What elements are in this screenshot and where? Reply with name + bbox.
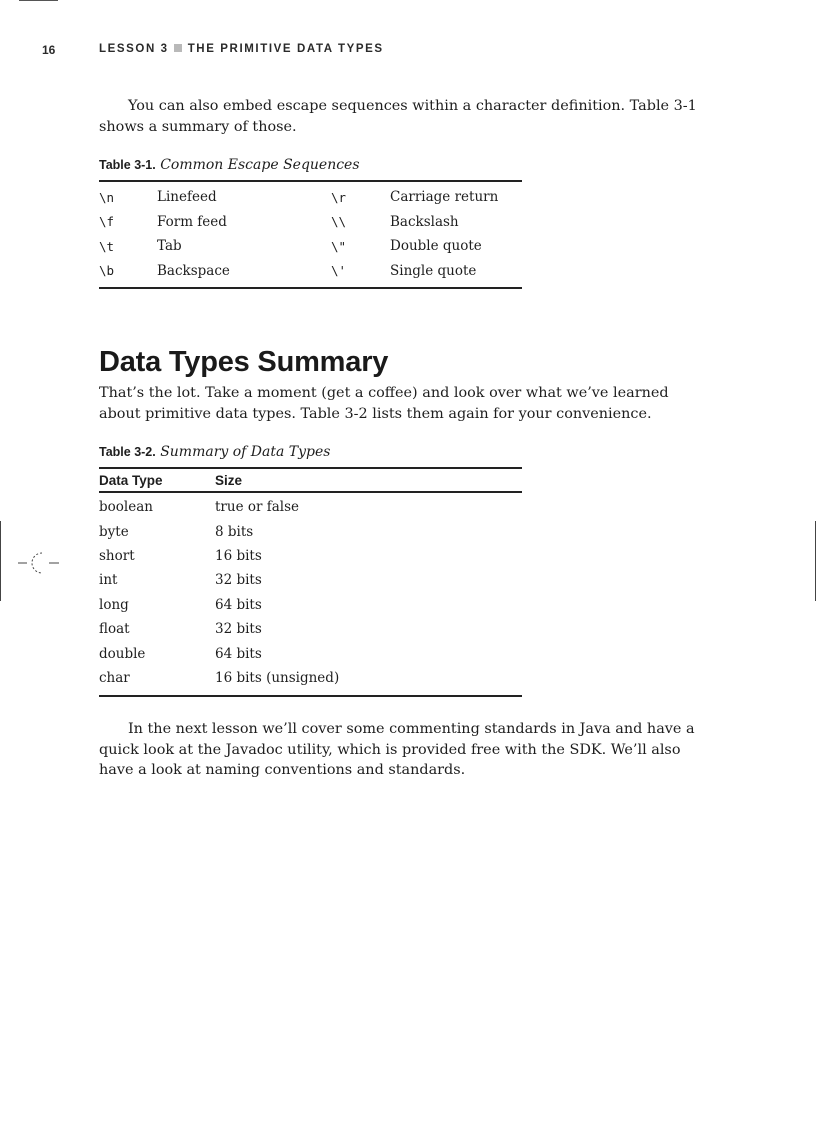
intro-paragraph: You can also embed escape sequences within a character definition. Table 3-1 shows a summary of those.: [99, 98, 697, 135]
escape-meaning: Form feed: [157, 213, 227, 230]
data-type-name: long: [99, 596, 129, 613]
data-type-name: int: [99, 572, 118, 589]
table-row: [99, 234, 522, 259]
column-header-data-type: Data Type: [99, 468, 215, 492]
escape-meaning: Double quote: [390, 238, 482, 255]
escape-meaning: Single quote: [390, 262, 477, 279]
data-type-name: char: [99, 669, 130, 686]
table-3-1-label: Table 3-1.: [99, 158, 156, 172]
data-type-size: 8 bits: [215, 523, 254, 540]
chapter-title: THE PRIMITIVE DATA TYPES: [187, 43, 384, 55]
data-type-name: boolean: [99, 499, 153, 516]
table-3-2-title: Summary of Data Types: [160, 444, 331, 460]
escape-meaning: Tab: [157, 238, 182, 255]
escape-code: \t: [99, 238, 115, 254]
escape-code: \\: [331, 214, 347, 230]
data-type-name: byte: [99, 523, 129, 540]
table-row: [99, 641, 522, 665]
escape-code: \': [331, 263, 347, 279]
trim-line-left: [0, 521, 1, 601]
escape-code: \": [331, 238, 347, 254]
separator-square-icon: [174, 44, 182, 52]
escape-code: \n: [99, 189, 115, 205]
escape-code: \b: [99, 263, 115, 279]
table-row: [99, 519, 522, 543]
registration-mark-icon: [18, 550, 60, 576]
table-row: [99, 259, 522, 289]
escape-sequences-table: [99, 180, 522, 289]
data-type-size: 32 bits: [215, 572, 262, 589]
data-type-size: 64 bits: [215, 596, 262, 613]
data-type-size: 16 bits: [215, 547, 262, 564]
data-type-name: float: [99, 621, 130, 638]
table-row: [99, 210, 522, 235]
data-types-table: [99, 467, 522, 697]
table-row: [99, 492, 522, 519]
summary-paragraph: That’s the lot. Take a moment (get a coffee) and look over what we’ve learned about primitive data types. Table 3-2 lists them again for your convenience.: [99, 385, 669, 422]
page-number: 16: [42, 43, 56, 57]
escape-meaning: Carriage return: [390, 189, 499, 206]
section-heading: Data Types Summary: [99, 346, 389, 378]
table-3-2-caption: [99, 443, 714, 461]
escape-meaning: Linefeed: [157, 189, 217, 206]
escape-code: \r: [331, 189, 347, 205]
data-type-size: true or false: [215, 499, 300, 516]
column-header-size: Size: [215, 468, 522, 492]
table-3-2-label: Table 3-2.: [99, 445, 156, 459]
crop-mark-top: [19, 0, 58, 1]
data-type-name: double: [99, 645, 146, 662]
escape-meaning: Backspace: [157, 262, 230, 279]
running-head: [42, 43, 742, 59]
table-3-1-title: Common Escape Sequences: [160, 157, 360, 173]
table-row: [99, 666, 522, 696]
table-row: [99, 181, 522, 210]
data-type-size: 32 bits: [215, 621, 262, 638]
table-row: [99, 544, 522, 568]
data-type-name: short: [99, 547, 135, 564]
closing-paragraph: In the next lesson we’ll cover some commenting standards in Java and have a quick look at the Javadoc utility, which is provided free with the SDK. We’ll also have a look at naming conventions and standards.: [99, 721, 695, 779]
data-type-size: 64 bits: [215, 645, 262, 662]
running-head-title: [99, 43, 384, 55]
table-header-row: [99, 468, 522, 492]
table-3-1-caption: [99, 156, 714, 174]
table-row: [99, 617, 522, 641]
lesson-label: LESSON 3: [99, 43, 169, 55]
page-body: [99, 96, 714, 781]
table-row: [99, 593, 522, 617]
data-type-size: 16 bits (unsigned): [215, 669, 340, 686]
table-row: [99, 568, 522, 592]
escape-code: \f: [99, 214, 115, 230]
escape-meaning: Backslash: [390, 213, 459, 230]
